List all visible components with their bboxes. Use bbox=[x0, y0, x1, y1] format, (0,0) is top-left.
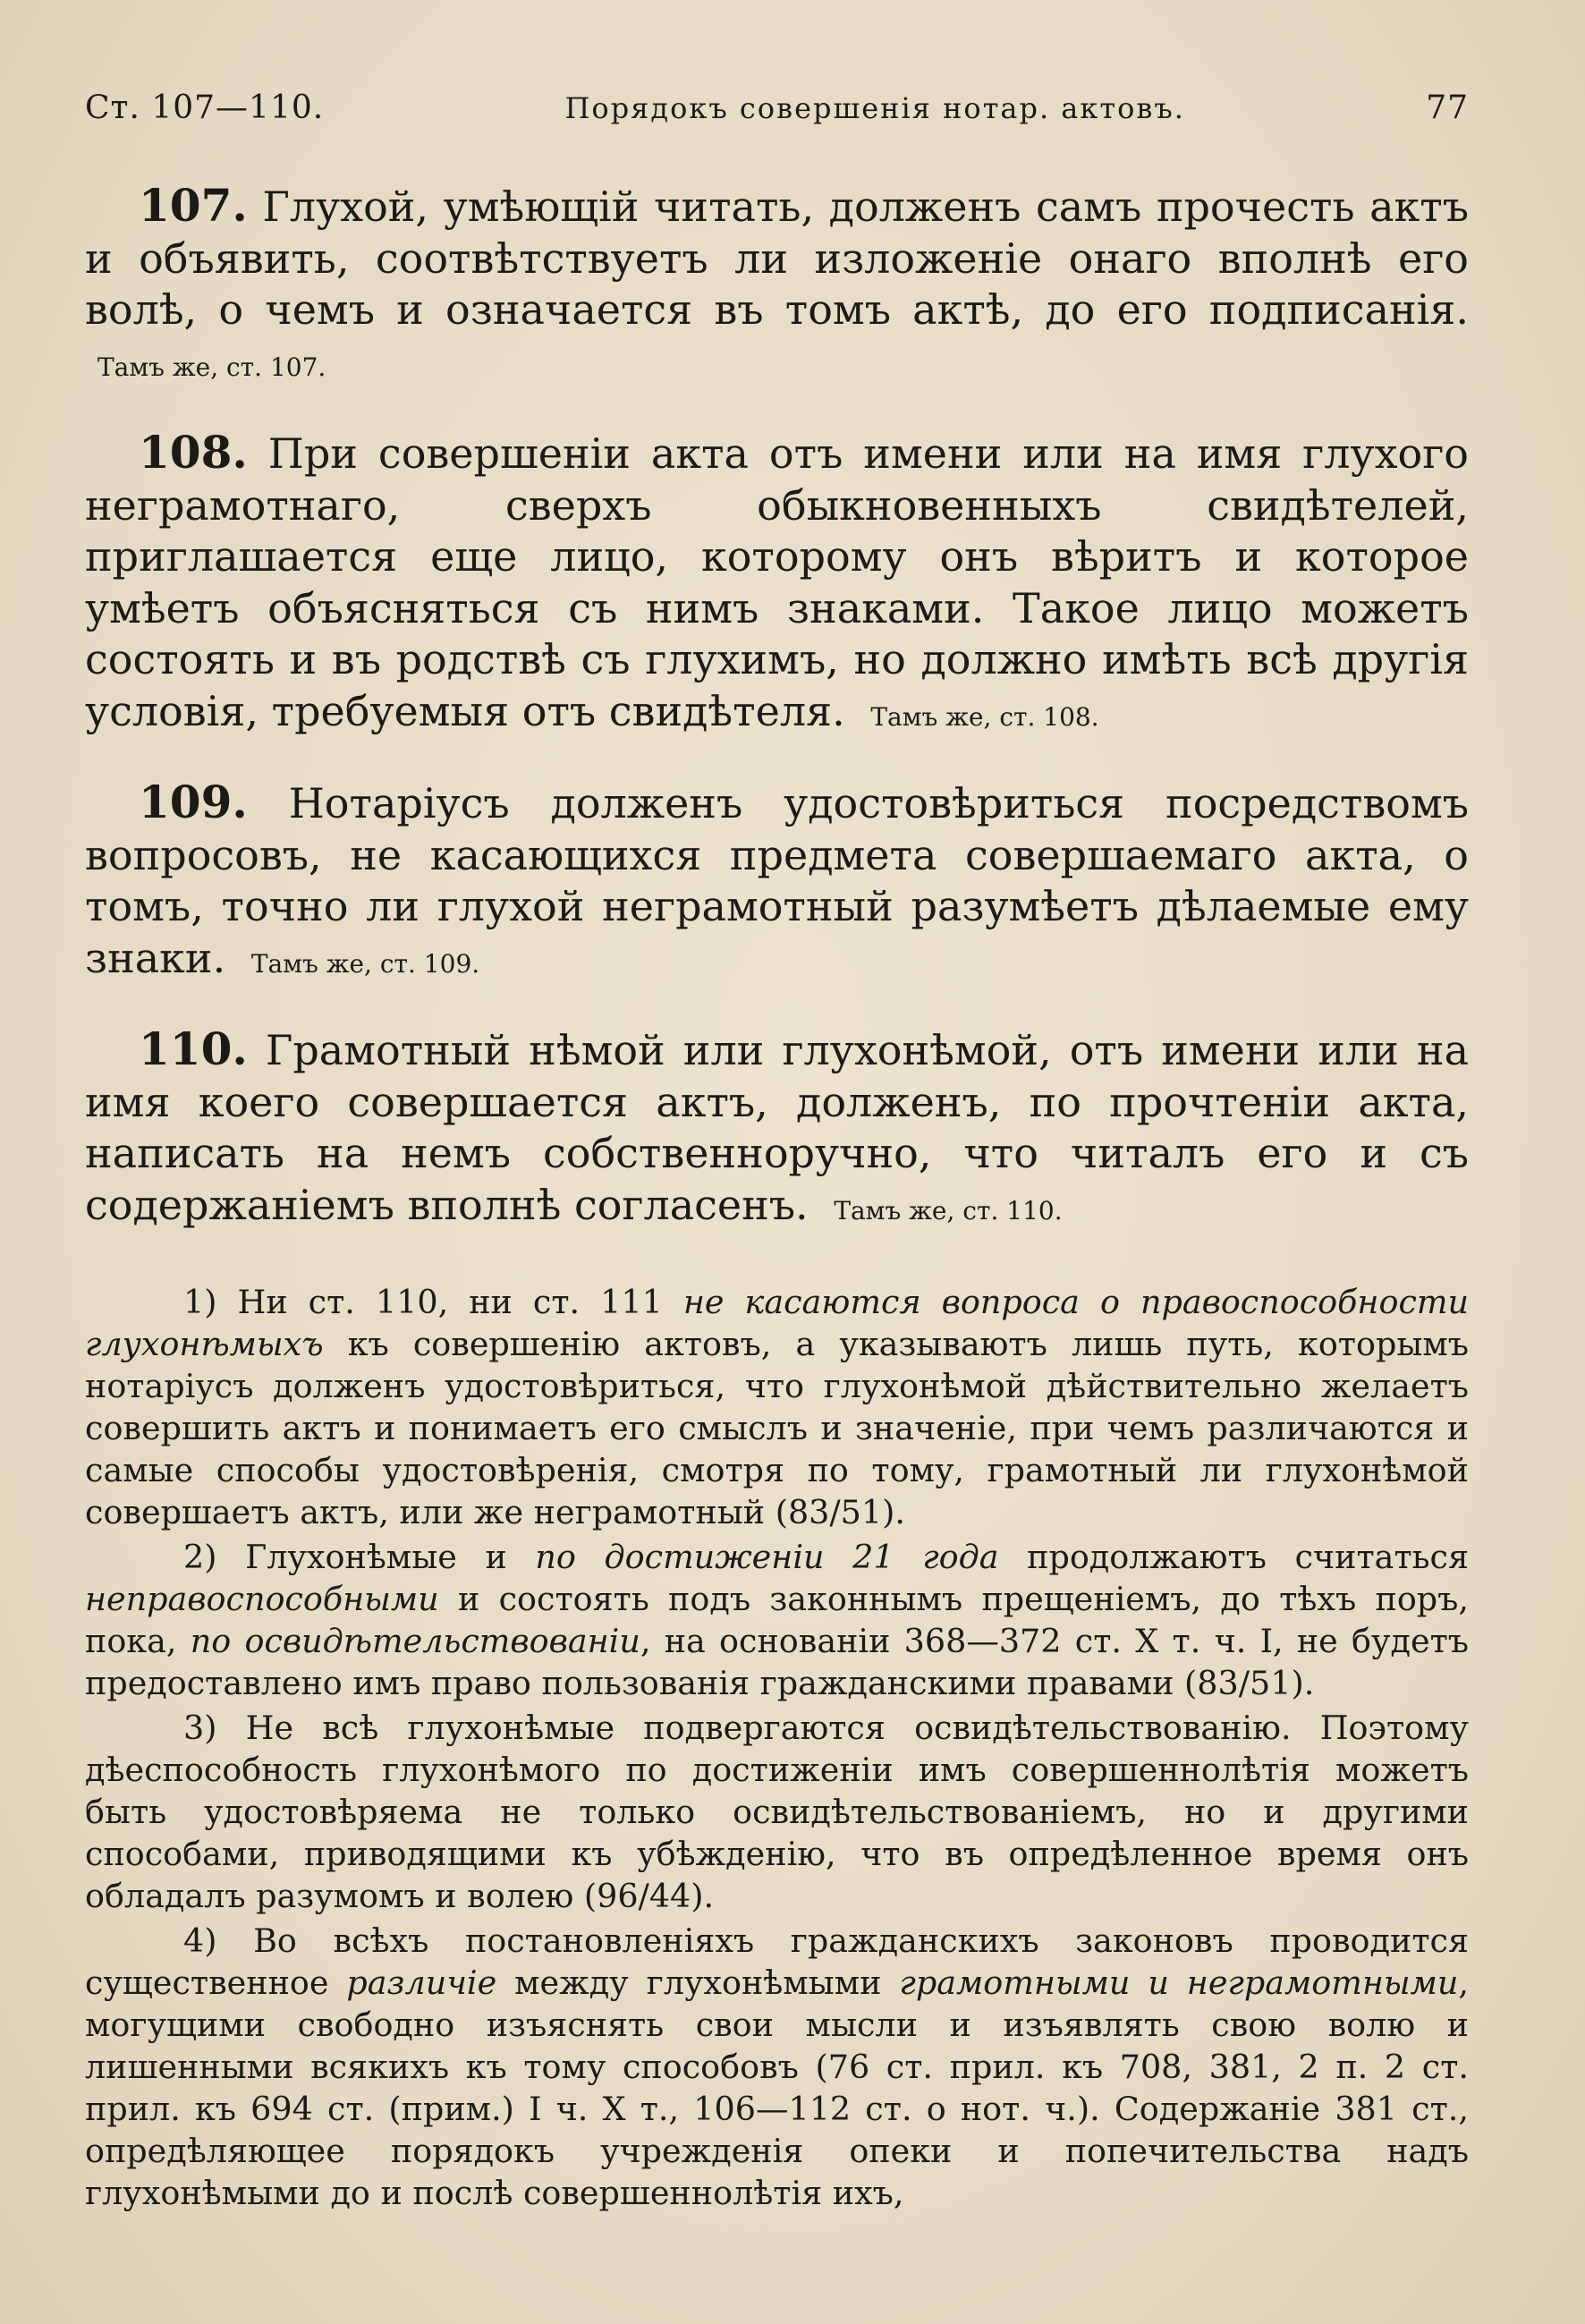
note-3 bbox=[85, 1707, 1469, 1917]
note-text: и состоять подъ законнымъ прещеніемъ, до тѣхъ поръ, пока, bbox=[85, 1580, 1469, 1660]
note-emphasis: грамотными и неграмотными bbox=[899, 1964, 1459, 2002]
article-reference: Тамъ же, ст. 109. bbox=[250, 948, 480, 979]
note-1 bbox=[85, 1281, 1469, 1533]
running-head bbox=[85, 89, 1469, 126]
article-109 bbox=[85, 776, 1469, 989]
note-text: къ совершенію актовъ, а указываютъ лишь путь, которымъ нотаріусъ долженъ удостовѣриться, что глухонѣмой дѣйствительно желаетъ совершить актъ и понимаетъ его смыслъ и значеніе, при чемъ различаются и самые способы удостовѣренія, смотря по тому, грамотный ли глухонѣмой совершаетъ актъ, или же неграмотный (83/51). bbox=[85, 1325, 1469, 1531]
page-number: 77 bbox=[1426, 89, 1469, 126]
note-emphasis: различіе bbox=[346, 1964, 497, 2002]
note-2 bbox=[85, 1536, 1469, 1704]
note-text: 2) Глухонѣмые и bbox=[183, 1538, 536, 1576]
article-text: Глухой, умѣющій читать, долженъ самъ прочесть актъ и объявить, соотвѣтствуетъ ли изложеніе онаго вполнѣ его волѣ, о чемъ и означается въ томъ актѣ, до его подписанія. bbox=[85, 182, 1469, 334]
article-number: 108. bbox=[139, 426, 248, 479]
article-number: 107. bbox=[139, 179, 248, 232]
note-4 bbox=[85, 1920, 1469, 2214]
note-text: 1) Ни ст. 110, ни ст. 111 bbox=[183, 1283, 683, 1321]
article-reference: Тамъ же, ст. 108. bbox=[870, 701, 1099, 732]
article-text: При совершеніи акта отъ имени или на имя глухого неграмотнаго, сверхъ обыкновенныхъ свидѣтелей, приглашается еще лицо, которому онъ вѣритъ и которое умѣетъ объясняться съ нимъ знаками. Такое лицо можетъ состоять и въ родствѣ съ глухимъ, но должно имѣть всѣ другія условія, требуемыя отъ свидѣтеля. bbox=[85, 429, 1469, 735]
article-reference: Тамъ же, ст. 107. bbox=[97, 352, 326, 382]
header-section-title: Порядокъ совершенія нотар. актовъ. bbox=[564, 91, 1185, 125]
note-emphasis: по освидѣтельствованіи bbox=[190, 1622, 640, 1660]
note-text: , на основаніи 368—372 ст. X т. ч. I, не будетъ предоставлено имъ право пользованія гражданскими правами (83/51). bbox=[85, 1622, 1469, 1702]
note-text: 3) Не всѣ глухонѣмые подвергаются освидѣтельствованію. Поэтому дѣеспособность глухонѣмого по достиженіи имъ совершеннолѣтія можетъ быть удостовѣряема не только освидѣтельствованіемъ, но и другими способами, приводящими къ убѣжденію, что въ опредѣленное время онъ обладалъ разумомъ и волею (96/44). bbox=[85, 1709, 1469, 1915]
article-108 bbox=[85, 427, 1469, 742]
article-text: Грамотный нѣмой или глухонѣмой, отъ имени или на имя коего совершается актъ, долженъ, по прочтеніи акта, написать на немъ собственноручно, что читалъ его и съ содержаніемъ вполнѣ согласенъ. bbox=[85, 1026, 1469, 1229]
note-emphasis: не касаются вопроса о правоспособности глухонѣмыхъ bbox=[85, 1283, 1470, 1363]
note-text: , могущими свободно изъяснять свои мысли и изъявлять свою волю и лишенными всякихъ къ тому способовъ (76 ст. прил. къ 708, 381, 2 п. 2 ст. прил. къ 694 ст. (прим.) I ч. X т., 106—112 ст. о нот. ч.). Содержаніе 381 ст., опредѣляющее порядокъ учрежденія опеки и попечительства надъ глухонѣмыми до и послѣ совершеннолѣтія ихъ, bbox=[85, 1964, 1469, 2212]
article-number: 110. bbox=[139, 1022, 248, 1075]
note-text: между глухонѣмыми bbox=[496, 1964, 900, 2002]
commentary-notes bbox=[85, 1281, 1469, 2214]
article-number: 109. bbox=[139, 776, 248, 828]
note-emphasis: неправоспособными bbox=[85, 1580, 439, 1618]
article-110 bbox=[85, 1023, 1469, 1236]
note-text: продолжаютъ считаться bbox=[998, 1538, 1469, 1576]
article-107 bbox=[85, 180, 1469, 393]
header-article-range: Ст. 107—110. bbox=[85, 89, 325, 126]
article-text: Нотаріусъ долженъ удостовѣриться посредствомъ вопросовъ, не касающихся предмета совершаемаго акта, о томъ, точно ли глухой неграмотный разумѣетъ дѣлаемые ему знаки. bbox=[85, 779, 1469, 982]
article-reference: Тамъ же, ст. 110. bbox=[834, 1195, 1063, 1226]
note-text: 4) Во всѣхъ постановленіяхъ гражданскихъ законовъ проводится существенное bbox=[85, 1921, 1469, 2002]
note-emphasis: по достиженіи 21 года bbox=[535, 1538, 999, 1576]
